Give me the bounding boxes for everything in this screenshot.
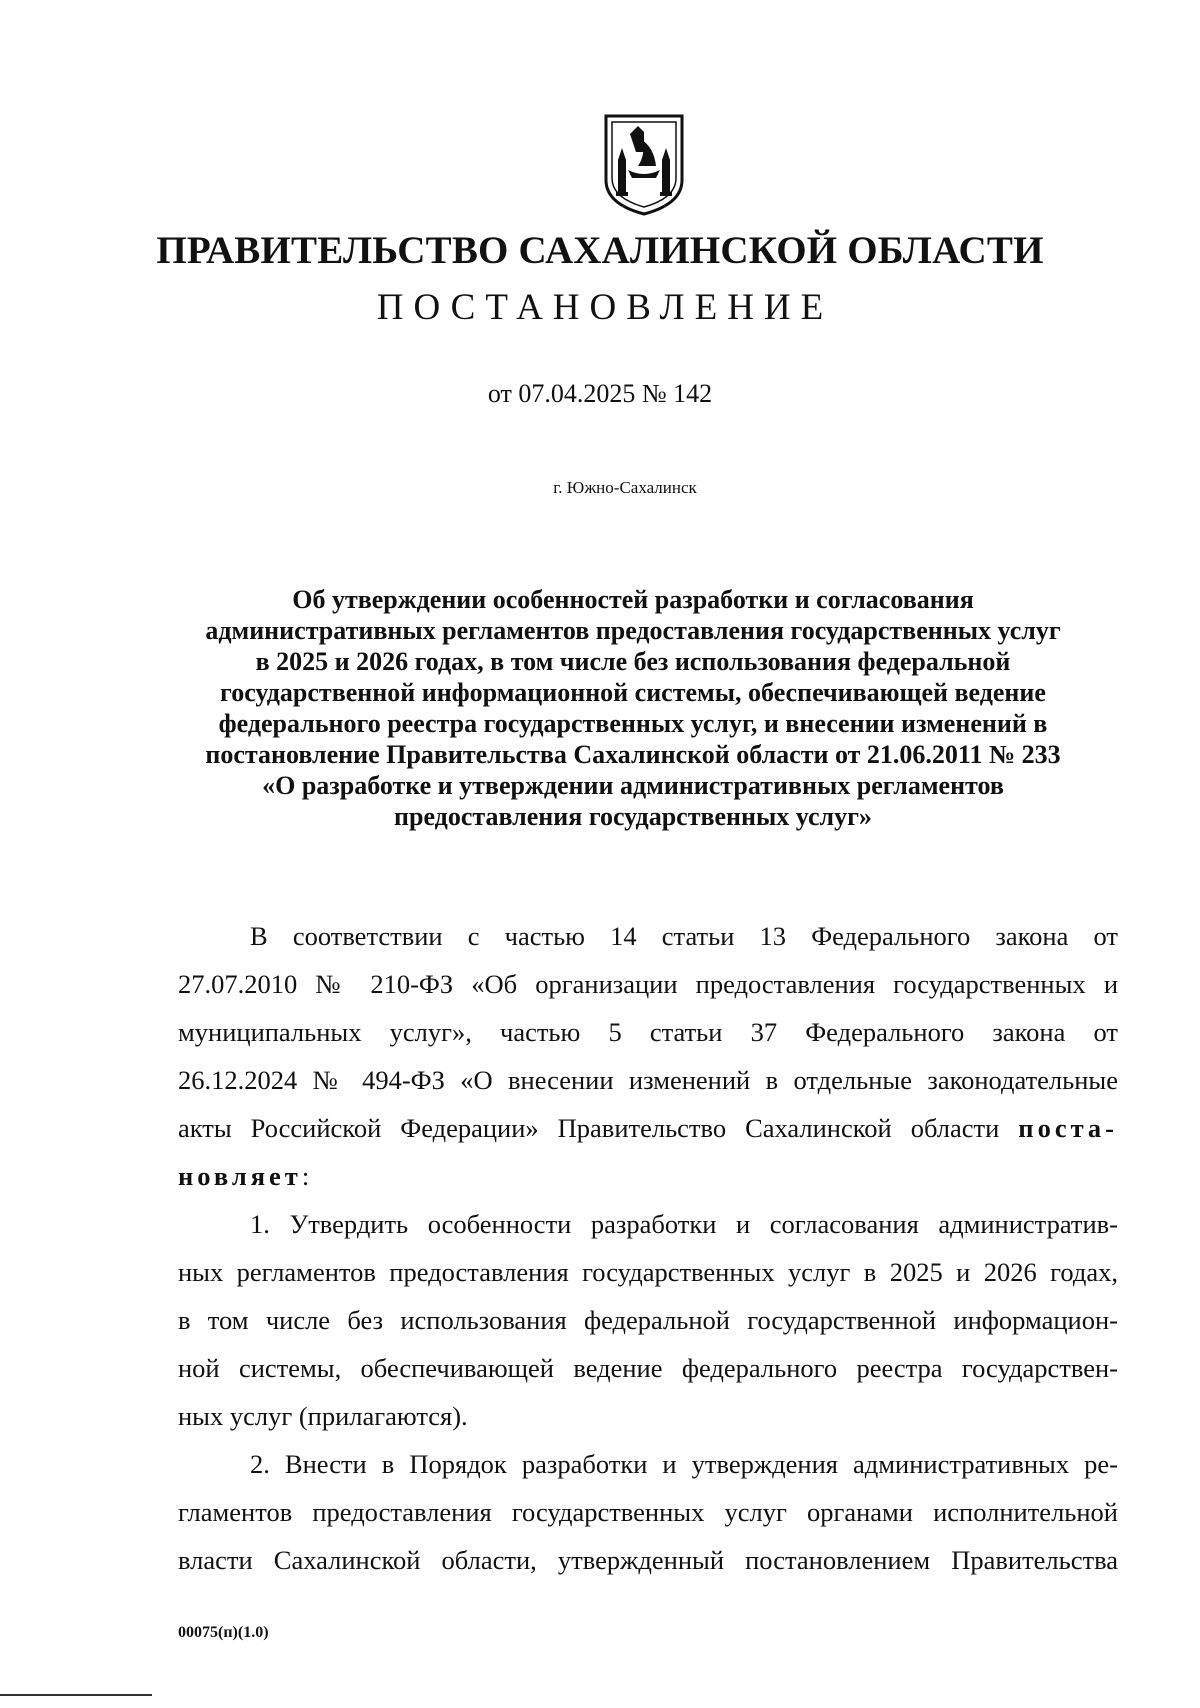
preamble-line: 27.07.2010 № 210-ФЗ «Об организации предоставления государственных и	[178, 969, 1118, 999]
item-2-paragraph	[178, 1440, 1118, 1584]
item-1-line: ной системы, обеспечивающей ведение федерального реестра государствен-	[178, 1353, 1118, 1383]
subject-line: постановление Правительства Сахалинской области от 21.06.2011 № 233	[205, 740, 1061, 769]
item-2-line: власти Сахалинской области, утвержденный постановлением Правительства	[178, 1545, 1118, 1575]
subject-line: в 2025 и 2026 годах, в том числе без использования федеральной	[255, 647, 1011, 676]
document-body	[178, 912, 1118, 1584]
preamble-line-text: акты Российской Федерации» Правительство Сахалинской области	[178, 1113, 1000, 1143]
decree-colon: :	[301, 1161, 310, 1191]
document-subject	[168, 584, 1098, 832]
document-place: г. Южно-Сахалинск	[553, 478, 697, 497]
form-code: 00075(п)(1.0)	[178, 1624, 269, 1641]
decree-word-end: новляет	[178, 1161, 302, 1191]
item-1-line: 1. Утвердить особенности разработки и согласования административ-	[250, 1209, 1118, 1239]
document-type-title: ПОСТАНОВЛЕНИЕ	[376, 287, 834, 328]
preamble-line: 26.12.2024 № 494-ФЗ «О внесении изменений в отдельные законодательные	[178, 1065, 1118, 1095]
preamble-line: В соответствии с частью 14 статьи 13 Федерального закона от	[250, 921, 1118, 951]
preamble-paragraph	[178, 912, 1118, 1200]
subject-line: «О разработке и утверждении административных регламентов	[262, 771, 1004, 800]
item-1-line: ных услуг (прилагаются).	[178, 1401, 468, 1431]
scan-edge-line	[0, 1694, 152, 1696]
item-1-line: в том числе без использования федеральной государственной информацион-	[178, 1305, 1118, 1335]
subject-line: федерального реестра государственных услуг, и внесении изменений в	[218, 709, 1048, 738]
subject-line: государственной информационной системы, обеспечивающей ведение	[220, 678, 1046, 707]
document-date-number: от 07.04.2025 № 142	[487, 379, 713, 408]
decree-line	[178, 1152, 1118, 1200]
item-1-line: ных регламентов предоставления государственных услуг в 2025 и 2026 годах,	[178, 1257, 1118, 1287]
item-1-paragraph	[178, 1200, 1118, 1440]
decree-word-start: поста-	[1018, 1113, 1118, 1143]
item-2-line: гламентов предоставления государственных услуг органами исполнительной	[178, 1497, 1118, 1527]
subject-line: административных регламентов предоставления государственных услуг	[205, 616, 1061, 645]
preamble-line: муниципальных услуг», частью 5 статьи 37 Федерального закона от	[178, 1017, 1118, 1047]
item-2-line: 2. Внести в Порядок разработки и утверждения административных ре-	[250, 1449, 1118, 1479]
sakhalin-coat-of-arms-icon	[598, 112, 690, 216]
preamble-line-with-decree	[178, 1104, 1118, 1152]
government-title: ПРАВИТЕЛЬСТВО САХАЛИНСКОЙ ОБЛАСТИ	[156, 229, 1044, 272]
subject-line: предоставления государственных услуг»	[394, 802, 872, 831]
subject-line: Об утверждении особенностей разработки и согласования	[292, 585, 974, 614]
